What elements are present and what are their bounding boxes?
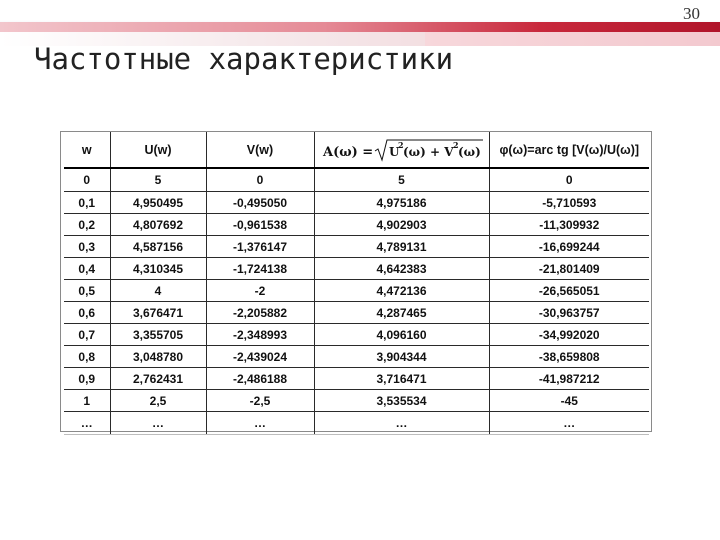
cell-w: 0 bbox=[64, 168, 110, 192]
cell-amplitude: … bbox=[314, 412, 489, 435]
cell-w: 0,3 bbox=[64, 236, 110, 258]
cell-amplitude: 4,287465 bbox=[314, 302, 489, 324]
cell-w: 0,4 bbox=[64, 258, 110, 280]
amplitude-formula-graphic bbox=[317, 135, 487, 165]
table-header-row bbox=[64, 132, 649, 168]
table-row bbox=[64, 302, 649, 324]
cell-u: 5 bbox=[110, 168, 206, 192]
cell-amplitude: 3,535534 bbox=[314, 390, 489, 412]
svg-text:(ω) + V: (ω) + V bbox=[402, 144, 454, 159]
table-row bbox=[64, 280, 649, 302]
cell-v: -2,348993 bbox=[206, 324, 314, 346]
cell-amplitude: 4,789131 bbox=[314, 236, 489, 258]
cell-v: -2 bbox=[206, 280, 314, 302]
table-row bbox=[64, 390, 649, 412]
cell-phase: -11,309932 bbox=[489, 214, 649, 236]
cell-phase: -30,963757 bbox=[489, 302, 649, 324]
table-row bbox=[64, 236, 649, 258]
cell-w: 0,8 bbox=[64, 346, 110, 368]
slide-number: 30 bbox=[683, 4, 700, 23]
header-u: U(w) bbox=[110, 132, 206, 168]
cell-w: 1 bbox=[64, 390, 110, 412]
svg-text:2: 2 bbox=[397, 139, 404, 150]
cell-v: -0,961538 bbox=[206, 214, 314, 236]
table-row bbox=[64, 168, 649, 192]
cell-phase: -41,987212 bbox=[489, 368, 649, 390]
cell-phase: -38,659808 bbox=[489, 346, 649, 368]
cell-amplitude: 4,642383 bbox=[314, 258, 489, 280]
cell-phase: -16,699244 bbox=[489, 236, 649, 258]
cell-amplitude: 5 bbox=[314, 168, 489, 192]
table-row bbox=[64, 192, 649, 214]
svg-text:A(ω) =: A(ω) = bbox=[322, 144, 373, 160]
cell-amplitude: 3,716471 bbox=[314, 368, 489, 390]
cell-u: 4,950495 bbox=[110, 192, 206, 214]
cell-u: 4 bbox=[110, 280, 206, 302]
cell-u: 4,807692 bbox=[110, 214, 206, 236]
cell-phase: -21,801409 bbox=[489, 258, 649, 280]
cell-phase: -5,710593 bbox=[489, 192, 649, 214]
svg-text:U: U bbox=[388, 144, 399, 159]
slide-title: Частотные характеристики bbox=[34, 42, 454, 76]
cell-u: 2,5 bbox=[110, 390, 206, 412]
cell-v: -2,439024 bbox=[206, 346, 314, 368]
svg-text:2: 2 bbox=[452, 139, 459, 150]
cell-phase: -45 bbox=[489, 390, 649, 412]
cell-phase: -26,565051 bbox=[489, 280, 649, 302]
header-band-accent bbox=[0, 22, 720, 32]
cell-u: 3,048780 bbox=[110, 346, 206, 368]
cell-w: 0,1 bbox=[64, 192, 110, 214]
cell-w: 0,6 bbox=[64, 302, 110, 324]
cell-phase: -34,992020 bbox=[489, 324, 649, 346]
cell-v: -2,5 bbox=[206, 390, 314, 412]
header-phase-formula: φ(ω)=arc tg [V(ω)/U(ω)] bbox=[489, 132, 649, 168]
header-amplitude-formula bbox=[314, 132, 489, 168]
cell-v: 0 bbox=[206, 168, 314, 192]
cell-phase: 0 bbox=[489, 168, 649, 192]
cell-w: 0,2 bbox=[64, 214, 110, 236]
table-row bbox=[64, 412, 649, 435]
cell-v: -1,376147 bbox=[206, 236, 314, 258]
table-row bbox=[64, 258, 649, 280]
cell-amplitude: 4,096160 bbox=[314, 324, 489, 346]
table-row bbox=[64, 368, 649, 390]
svg-text:(ω): (ω) bbox=[457, 144, 481, 159]
cell-w: 0,9 bbox=[64, 368, 110, 390]
header-v: V(w) bbox=[206, 132, 314, 168]
cell-u: 4,310345 bbox=[110, 258, 206, 280]
frequency-table bbox=[64, 132, 649, 435]
cell-u: … bbox=[110, 412, 206, 435]
cell-amplitude: 4,975186 bbox=[314, 192, 489, 214]
header-band-light-right bbox=[425, 32, 720, 46]
cell-u: 4,587156 bbox=[110, 236, 206, 258]
cell-v: … bbox=[206, 412, 314, 435]
table-row bbox=[64, 214, 649, 236]
cell-v: -2,205882 bbox=[206, 302, 314, 324]
cell-w: 0,5 bbox=[64, 280, 110, 302]
header-w: w bbox=[64, 132, 110, 168]
table-row bbox=[64, 324, 649, 346]
cell-amplitude: 3,904344 bbox=[314, 346, 489, 368]
cell-u: 3,676471 bbox=[110, 302, 206, 324]
cell-u: 2,762431 bbox=[110, 368, 206, 390]
cell-v: -1,724138 bbox=[206, 258, 314, 280]
cell-phase: … bbox=[489, 412, 649, 435]
cell-amplitude: 4,902903 bbox=[314, 214, 489, 236]
cell-v: -0,495050 bbox=[206, 192, 314, 214]
cell-amplitude: 4,472136 bbox=[314, 280, 489, 302]
table-body bbox=[64, 168, 649, 435]
table-row bbox=[64, 346, 649, 368]
cell-v: -2,486188 bbox=[206, 368, 314, 390]
cell-w: … bbox=[64, 412, 110, 435]
cell-w: 0,7 bbox=[64, 324, 110, 346]
cell-u: 3,355705 bbox=[110, 324, 206, 346]
